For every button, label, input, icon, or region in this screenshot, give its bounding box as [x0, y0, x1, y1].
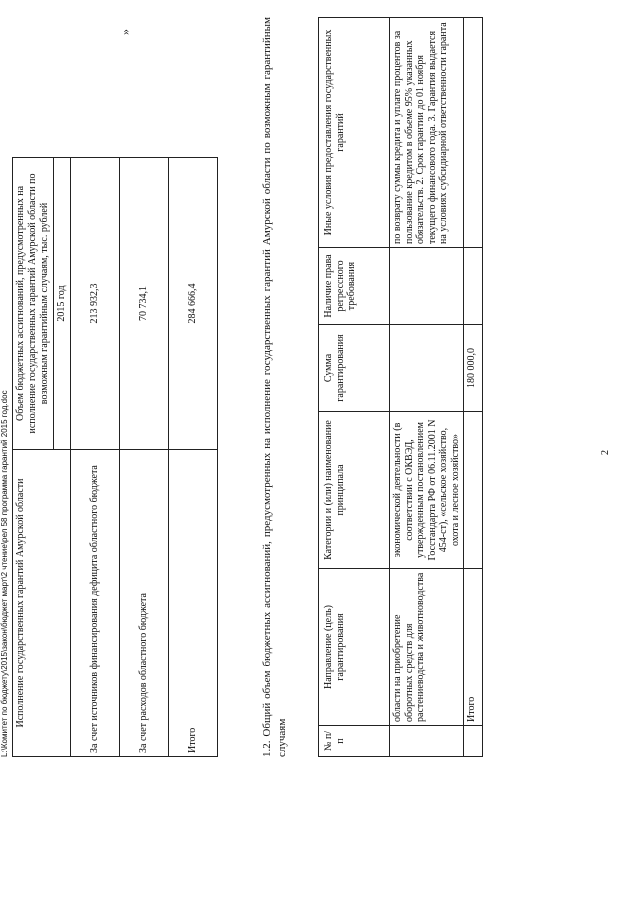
guarantees-table — [318, 17, 483, 757]
total-amount: 180 000,0 — [464, 325, 483, 412]
budget-allocations-table — [12, 157, 218, 757]
cell-purpose: области на приобретение оборотных средств для растениеводства и животноводства — [390, 569, 464, 726]
col-header-amount: Сумма гарантирования — [319, 325, 390, 412]
cell-regress — [390, 248, 464, 325]
table-row — [120, 158, 169, 757]
page-number: 2 — [600, 450, 611, 455]
col-header-purpose: Направление (цель) гарантирования — [319, 569, 390, 726]
section-heading: 1.2. Общий объем бюджетных ассигнований, предусмотренных на исполнение государственных гарантий Амурской области по возможным гарантийным случаям — [261, 17, 288, 757]
row-label: Итого — [169, 450, 218, 757]
cell-amount — [390, 325, 464, 412]
row-label: За счет расходов областного бюджета — [120, 450, 169, 757]
row-value: 284 666,4 — [169, 158, 218, 450]
col-header-volume: Объем бюджетных ассигнований, предусмотренных на исполнение государственных гарантий Амурской области по возможным гарантийным случаям, тыс. рублей — [13, 158, 54, 450]
table-header-row — [13, 158, 54, 757]
cell-total-empty-4 — [464, 18, 483, 248]
row-value: 70 734,1 — [120, 158, 169, 450]
table-header-row — [319, 18, 390, 757]
col-header-conditions: Иные условия предоставления государственных гарантий — [319, 18, 390, 248]
col-header-principal: Категории и (или) наименование принципала — [319, 412, 390, 569]
col-header-num: № п/п — [319, 726, 390, 757]
table-row — [71, 158, 120, 757]
table-row — [390, 18, 464, 757]
row-value: 213 932,3 — [71, 158, 120, 450]
footer-file-path: L:\Комитет по бюджету\2015\закон\бюджет март\2 чтение\рел 58 программа гарантий 2015 год.doc — [0, 390, 9, 757]
col-header-execution: Исполнение государственных гарантий Амурской области — [13, 450, 71, 757]
cell-total-empty-3 — [464, 248, 483, 325]
cell-total-empty-2 — [464, 412, 483, 569]
closing-quote-mark: » — [118, 29, 132, 35]
row-label: За счет источников финансирования дефицита областного бюджета — [71, 450, 120, 757]
cell-total-empty — [464, 726, 483, 757]
total-row — [464, 18, 483, 757]
cell-principal: экономической деятельности (в соответствии с ОКВЭД, утвержденным постановлением Госстандарта РФ от 06.11.2001 N 454-ст), «сельское хозяйство, охота и лесное хозяйство» — [390, 412, 464, 569]
cell-conditions: по возврату суммы кредита и уплате процентов за пользование кредитом в объеме 95% указанных обязательств. 2. Срок гарантии до 01 ноября текущего финансового года. 3. Гарантия выдается на условиях субсидиарной ответственности гаранта — [390, 18, 464, 248]
col-header-regress: Наличие права регрессного требования — [319, 248, 390, 325]
total-label: Итого — [464, 569, 483, 726]
table-row — [169, 158, 218, 757]
col-header-year: 2015 год — [54, 158, 71, 450]
cell-num — [390, 726, 464, 757]
